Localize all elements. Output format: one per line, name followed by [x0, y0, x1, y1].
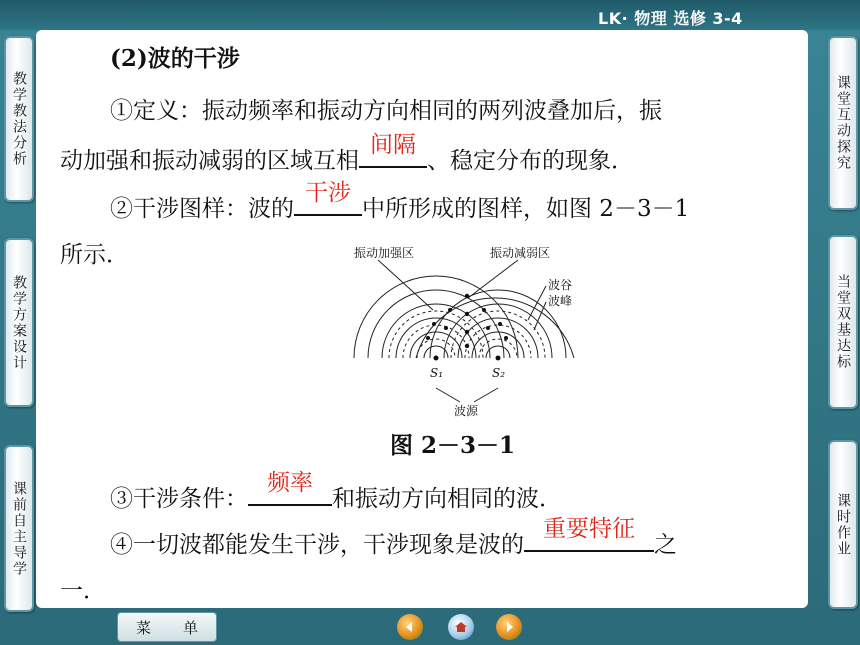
home-button[interactable] [448, 614, 474, 640]
tab-label: 教学教法分析 [11, 71, 27, 167]
home-icon [454, 620, 468, 634]
universal-line-2: 一． [60, 578, 106, 604]
section-heading: (2)波的干涉 [110, 45, 240, 72]
condition-text-b: 和振动方向相同的波． [332, 486, 562, 512]
tab-basics-check[interactable] [828, 235, 858, 409]
label-weak-region: 振动减弱区 [490, 246, 551, 260]
arrow-left-icon [403, 620, 417, 634]
definition-line-2 [60, 132, 634, 175]
arrow-right-icon [502, 620, 516, 634]
universal-line-1 [110, 516, 677, 559]
interference-pattern-svg [338, 238, 578, 418]
pattern-line-1 [110, 180, 690, 223]
tab-pre-class-self-study[interactable] [4, 445, 34, 612]
condition-line [110, 470, 562, 513]
tab-label: 教学方案设计 [11, 274, 27, 371]
answer-blank-interference [294, 180, 362, 222]
figure-caption: 图 2－3－1 [390, 432, 516, 459]
definition-line-1: ①定义：振动频率和振动方向相同的两列波叠加后，振 [110, 98, 662, 124]
universal-text-b: 之 [654, 532, 677, 558]
interference-diagram [338, 238, 578, 418]
label-wave-source: 波源 [454, 404, 479, 418]
answer-blank-interval [359, 132, 427, 174]
tab-teaching-method-analysis[interactable] [4, 36, 34, 202]
previous-page-button[interactable] [397, 614, 423, 640]
label-crest: 波峰 [548, 294, 573, 308]
answer-blank-feature [524, 516, 654, 558]
next-page-button[interactable] [496, 614, 522, 640]
tab-teaching-plan-design[interactable] [4, 238, 34, 407]
label-s2: S₂ [492, 366, 506, 380]
pattern-line-2: 所示． [60, 242, 129, 268]
definition-text-a: 动加强和振动减弱的区域互相 [60, 148, 359, 174]
course-title: LK· 物理 选修 3-4 [598, 9, 743, 28]
universal-text-a: ④一切波都能发生干涉，干涉现象是波的 [110, 532, 524, 558]
tab-class-interaction[interactable] [828, 36, 858, 210]
condition-text-a: ③干涉条件： [110, 486, 248, 512]
answer-interference: 干涉 [305, 180, 351, 206]
menu-label-left: 菜 [135, 618, 151, 637]
pattern-text-a: ②干涉图样：波的 [110, 196, 294, 222]
definition-text-b: 、稳定分布的现象． [427, 148, 634, 174]
answer-frequency: 频率 [267, 470, 313, 496]
label-strong-region: 振动加强区 [354, 246, 415, 260]
label-trough: 波谷 [548, 278, 573, 292]
answer-feature: 重要特征 [543, 516, 635, 542]
menu-button[interactable] [117, 612, 217, 642]
tab-label: 课前自主导学 [11, 480, 27, 577]
label-s1: S₁ [430, 366, 444, 380]
answer-interval: 间隔 [370, 132, 416, 158]
tab-homework[interactable] [828, 440, 858, 609]
pattern-text-b: 中所形成的图样，如图 2－3－1 [362, 196, 690, 222]
answer-blank-frequency [248, 470, 332, 512]
tab-label: 当堂双基达标 [835, 274, 851, 370]
tab-label: 课堂互动探究 [835, 75, 851, 171]
menu-label-right: 单 [183, 618, 199, 637]
tab-label: 课时作业 [835, 492, 851, 557]
